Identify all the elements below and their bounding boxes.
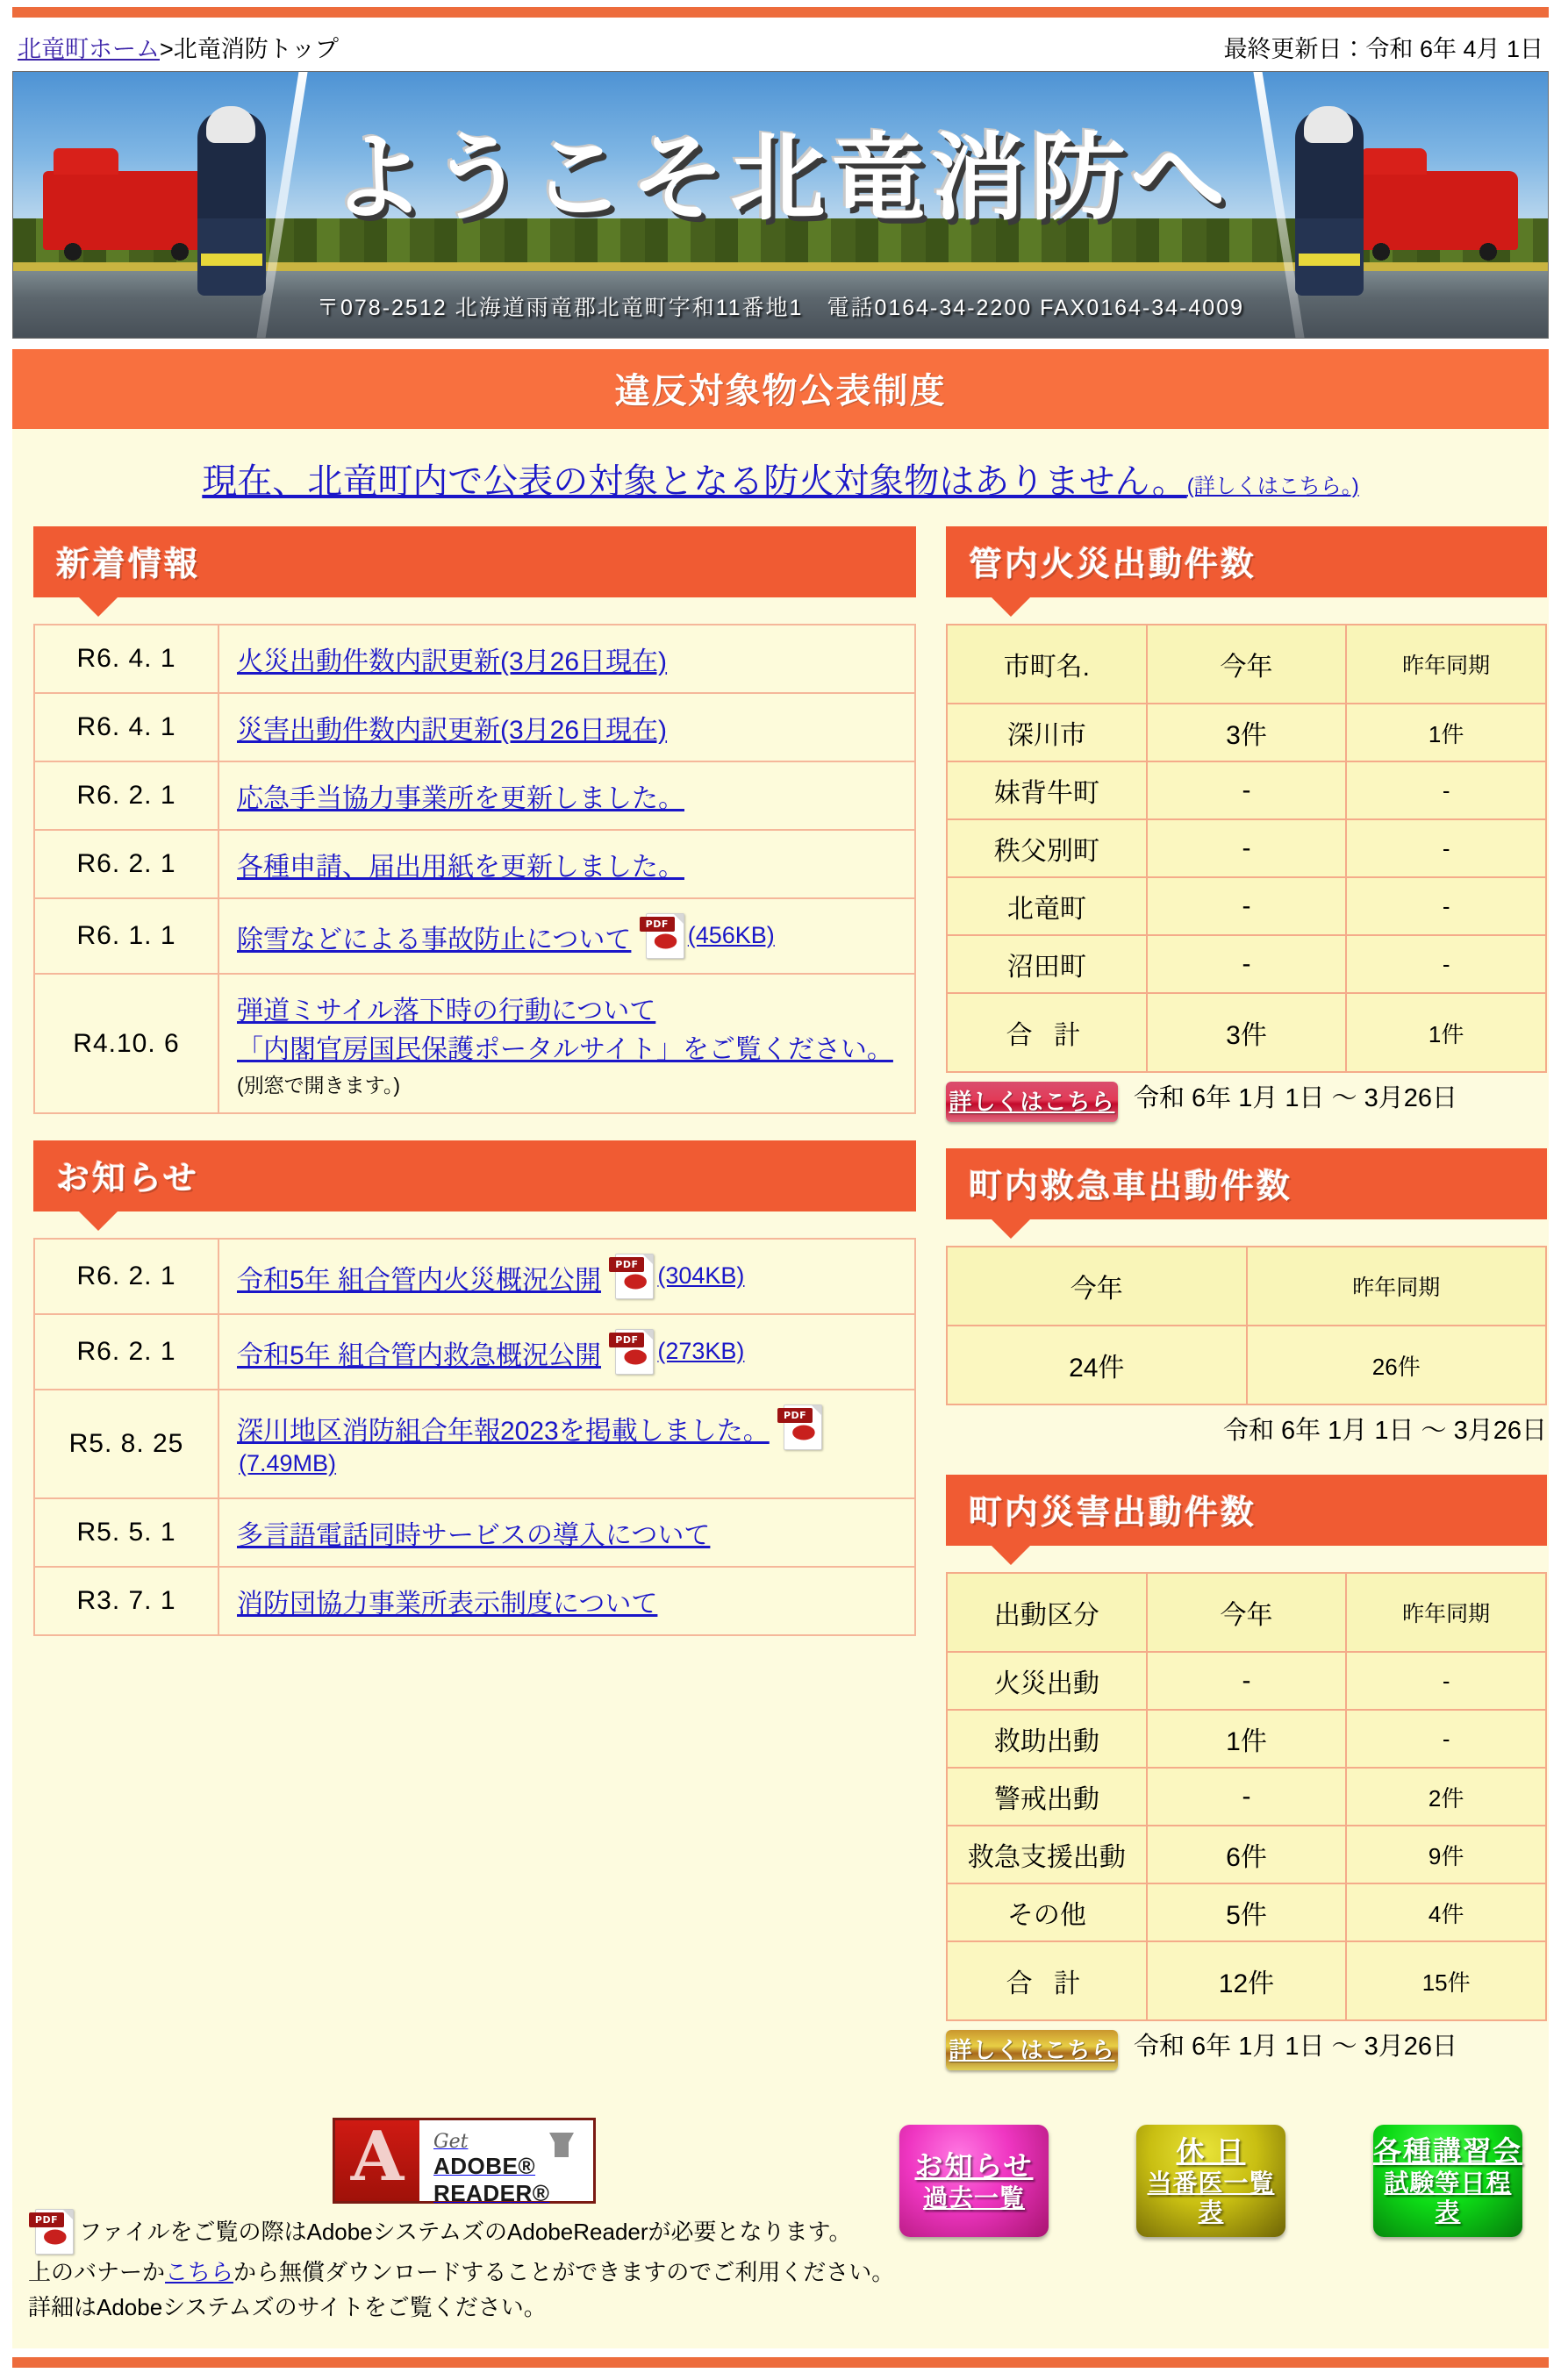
notices-table (33, 1238, 916, 1636)
table-row (34, 830, 915, 898)
disaster-col-last-year: 昨年同期 (1346, 1573, 1546, 1652)
notice-body (218, 1567, 915, 1635)
table-row (947, 1826, 1546, 1883)
fire-row-name: 深川市 (947, 704, 1147, 761)
disaster-stats-detail-button[interactable]: 詳しくはこちら (946, 2030, 1118, 2070)
breadcrumb-current: 北竜消防トップ (173, 36, 339, 62)
disaster-row-this-year: - (1147, 1652, 1347, 1710)
fire-row-name: 秩父別町 (947, 819, 1147, 877)
disaster-stats-period: 令和 6年 1月 1日 ～ 3月26日 (1134, 2033, 1458, 2062)
breadcrumb-row (0, 18, 1561, 71)
fire-total-last-year: 1件 (1346, 993, 1546, 1072)
disaster-row-this-year: - (1147, 1768, 1347, 1826)
ambulance-value-this-year: 24件 (947, 1326, 1247, 1404)
disaster-row-name: 警戒出動 (947, 1768, 1147, 1826)
notice-body (218, 1239, 915, 1314)
news-link[interactable]: 災害出動件数内訳更新(3月26日現在) (237, 716, 668, 745)
notice-date: R5. 5. 1 (34, 1498, 218, 1567)
notices-section-heading: お知らせ (33, 1140, 916, 1211)
fire-row-this-year: 3件 (1147, 704, 1347, 761)
fire-row-name: 妹背牛町 (947, 761, 1147, 819)
news-date: R4.10. 6 (34, 974, 218, 1113)
table-row (34, 974, 915, 1113)
training-schedule-button-line2: 試験等日程表 (1384, 2169, 1512, 2226)
table-row (947, 1883, 1546, 1941)
fire-stats-section (946, 526, 1547, 1122)
fire-stats-detail-button[interactable]: 詳しくはこちら (946, 1082, 1118, 1122)
fire-row-this-year: - (1147, 877, 1347, 935)
past-notices-button-line2: 過去一覧 (922, 2183, 1025, 2212)
right-column (946, 526, 1547, 2097)
news-section-heading: 新着情報 (33, 526, 916, 597)
news-link[interactable]: 火災出動件数内訳更新(3月26日現在) (237, 647, 668, 676)
fire-stats-table (946, 624, 1547, 1073)
notice-date: R6. 2. 1 (34, 1239, 218, 1314)
table-row (34, 1390, 915, 1498)
notices-section (33, 1140, 916, 1636)
disaster-stats-section (946, 1475, 1547, 2070)
table-row (947, 1768, 1546, 1826)
two-column-layout (12, 526, 1549, 2097)
pdf-icon: PDF ⬬ (646, 913, 684, 959)
holiday-doctor-button-line2: 当番医一覧表 (1147, 2169, 1275, 2226)
disaster-row-last-year: 4件 (1346, 1883, 1546, 1941)
past-notices-button[interactable] (899, 2125, 1049, 2237)
news-body (218, 693, 915, 761)
violation-main-link[interactable]: 現在、北竜町内で公表の対象となる防火対象物はありません。 (202, 462, 1187, 501)
hero-banner (12, 71, 1549, 339)
ambulance-stats-section (946, 1148, 1547, 1448)
notice-link[interactable]: 令和5年 組合管内火災概況公開 (237, 1266, 602, 1295)
left-column (33, 526, 916, 1662)
table-row (947, 1710, 1546, 1768)
ambulance-stats-heading: 町内救急車出動件数 (946, 1148, 1547, 1219)
breadcrumb-home-link[interactable]: 北竜町ホーム (18, 36, 160, 62)
adobe-note-line-3: 詳細はAdobeシステムズのサイトをご覧ください。 (28, 2294, 547, 2321)
disaster-stats-body (946, 1572, 1547, 2070)
table-total-row (947, 1941, 1546, 2020)
news-link[interactable]: 各種申請、届出用紙を更新しました。 (237, 853, 684, 882)
table-header-row (947, 625, 1546, 704)
table-row (947, 1652, 1546, 1710)
ambulance-value-last-year: 26件 (1247, 1326, 1547, 1404)
table-row (947, 935, 1546, 993)
fire-row-last-year: - (1346, 761, 1546, 819)
notices-section-body (33, 1238, 916, 1636)
disaster-row-name: その他 (947, 1883, 1147, 1941)
notice-link[interactable]: 深川地区消防組合年報2023を掲載しました。 (237, 1417, 770, 1446)
disaster-col-category: 出動区分 (947, 1573, 1147, 1652)
fire-row-last-year: - (1346, 877, 1546, 935)
breadcrumb-separator: > (160, 36, 174, 62)
disaster-stats-table (946, 1572, 1547, 2021)
table-row (34, 1498, 915, 1567)
fire-row-last-year: 1件 (1346, 704, 1546, 761)
pdf-icon: PDF ⬬ (615, 1254, 654, 1299)
disaster-col-this-year: 今年 (1147, 1573, 1347, 1652)
ambulance-stats-table (946, 1246, 1547, 1405)
disaster-row-this-year: 5件 (1147, 1883, 1347, 1941)
table-row (947, 819, 1546, 877)
adobe-note-text-1: ファイルをご覧の際はAdobeシステムズのAdobeReaderが必要となります。 (79, 2218, 852, 2245)
disaster-row-name: 救助出動 (947, 1710, 1147, 1768)
get-adobe-reader-banner[interactable] (333, 2118, 596, 2207)
disaster-total-label: 合 計 (947, 1941, 1147, 2020)
adobe-note (12, 2209, 916, 2326)
adobe-download-link[interactable]: こちら (165, 2259, 234, 2286)
table-row (947, 877, 1546, 935)
disaster-stats-footer (946, 2030, 1547, 2070)
news-section (33, 526, 916, 1114)
hero-title: ようこそ北竜消防へ (330, 124, 1231, 233)
fire-stats-body (946, 624, 1547, 1122)
adobe-note-line-2 (28, 2255, 916, 2290)
news-date: R6. 2. 1 (34, 830, 218, 898)
ambulance-col-this-year: 今年 (947, 1247, 1247, 1326)
adobe-banner-text (419, 2120, 593, 2207)
past-notices-button-line1: お知らせ (914, 2149, 1034, 2182)
table-row (34, 761, 915, 830)
news-link-secondary[interactable]: 「内閣官房国民保護ポータルサイト」をご覧ください。 (237, 1035, 893, 1064)
notice-link[interactable]: 消防団協力事業所表示制度について (237, 1590, 658, 1619)
table-row (34, 1567, 915, 1635)
adobe-note-text-2a: 上のバナーか (28, 2259, 166, 2286)
fire-total-this-year: 3件 (1147, 993, 1347, 1072)
news-section-body (33, 624, 916, 1114)
table-row (947, 1326, 1546, 1404)
table-row (947, 761, 1546, 819)
disaster-total-last-year: 15件 (1346, 1941, 1546, 2020)
holiday-doctor-button[interactable] (1136, 2125, 1285, 2237)
disaster-row-last-year: 2件 (1346, 1768, 1546, 1826)
disaster-row-name: 火災出動 (947, 1652, 1147, 1710)
fire-stats-heading: 管内火災出動件数 (946, 526, 1547, 597)
footer-button-row (899, 2125, 1522, 2237)
adobe-get-label: Get (433, 2131, 469, 2154)
violation-notice (12, 429, 1549, 526)
fire-row-name: 沼田町 (947, 935, 1147, 993)
table-row (947, 704, 1546, 761)
disaster-stats-heading: 町内災害出動件数 (946, 1475, 1547, 1546)
fire-row-last-year: - (1346, 935, 1546, 993)
disaster-row-this-year: 6件 (1147, 1826, 1347, 1883)
footer (12, 2102, 1549, 2348)
top-accent-rule (12, 7, 1549, 18)
adobe-note-text-2b: から無償ダウンロードすることができますのでご利用ください。 (233, 2259, 895, 2286)
news-date: R6. 1. 1 (34, 898, 218, 974)
ambulance-col-last-year: 昨年同期 (1247, 1247, 1547, 1326)
disaster-row-last-year: - (1346, 1652, 1546, 1710)
disaster-row-last-year: 9件 (1346, 1826, 1546, 1883)
fire-col-this-year: 今年 (1147, 625, 1347, 704)
ambulance-stats-period: 令和 6年 1月 1日 ～ 3月26日 (1222, 1417, 1547, 1445)
fire-col-last-year: 昨年同期 (1346, 625, 1546, 704)
fire-total-label: 合 計 (947, 993, 1147, 1072)
notice-body (218, 1498, 915, 1567)
pdf-size-link[interactable]: (456KB) (687, 922, 775, 948)
table-row (34, 625, 915, 693)
download-arrow-icon (549, 2133, 574, 2155)
news-link[interactable]: 除雪などによる事故防止について (237, 926, 632, 954)
pdf-icon: PDF ⬬ (35, 2209, 74, 2255)
table-total-row (947, 993, 1546, 1072)
news-date: R6. 2. 1 (34, 761, 218, 830)
training-schedule-button[interactable] (1373, 2125, 1522, 2237)
table-header-row (947, 1247, 1546, 1326)
news-date: R6. 4. 1 (34, 693, 218, 761)
breadcrumb (18, 30, 339, 64)
ambulance-stats-body (946, 1246, 1547, 1448)
news-note: (別窓で開きます。) (237, 1074, 400, 1097)
violation-detail-link[interactable]: (詳しくはこちら。) (1186, 475, 1359, 498)
table-row (34, 1239, 915, 1314)
pdf-size-link[interactable]: (7.49MB) (239, 1450, 337, 1476)
notice-date: R5. 8. 25 (34, 1390, 218, 1498)
fire-row-this-year: - (1147, 819, 1347, 877)
adobe-logo-icon (335, 2120, 419, 2201)
training-schedule-button-line1: 各種講習会 (1373, 2135, 1523, 2168)
fire-row-this-year: - (1147, 761, 1347, 819)
pdf-icon: PDF ⬬ (615, 1329, 654, 1375)
fire-stats-period: 令和 6年 1月 1日 ～ 3月26日 (1134, 1084, 1458, 1112)
last-updated-label: 最終更新日：令和 6年 4月 1日 (1223, 36, 1543, 62)
disaster-total-this-year: 12件 (1147, 1941, 1347, 2020)
news-body (218, 625, 915, 693)
table-row (34, 693, 915, 761)
news-body (218, 830, 915, 898)
fire-row-this-year: - (1147, 935, 1347, 993)
pdf-size-link[interactable]: (273KB) (657, 1338, 745, 1364)
disaster-row-this-year: 1件 (1147, 1710, 1347, 1768)
news-link[interactable]: 応急手当協力事業所を更新しました。 (237, 784, 684, 813)
news-body (218, 761, 915, 830)
adobe-area (12, 2118, 916, 2326)
notice-link[interactable]: 令和5年 組合管内救急概況公開 (237, 1341, 602, 1370)
table-header-row (947, 1573, 1546, 1652)
table-row (34, 898, 915, 974)
notice-body (218, 1390, 915, 1498)
fire-stats-footer (946, 1082, 1547, 1122)
fire-col-name: 市町名. (947, 625, 1147, 704)
news-date: R6. 4. 1 (34, 625, 218, 693)
news-link[interactable]: 弾道ミサイル落下時の行動について (237, 997, 656, 1026)
adobe-name-label: ADOBE® READER® (433, 2153, 550, 2207)
notice-body (218, 1314, 915, 1390)
page-root (0, 7, 1561, 2368)
news-body (218, 898, 915, 974)
pdf-icon: PDF ⬬ (784, 1404, 822, 1450)
pdf-size-link[interactable]: (304KB) (657, 1262, 745, 1289)
violation-band-title: 違反対象物公表制度 (12, 349, 1549, 429)
fire-row-last-year: - (1346, 819, 1546, 877)
main-content-area (12, 429, 1549, 2102)
news-table (33, 624, 916, 1114)
notice-link[interactable]: 多言語電話同時サービスの導入について (237, 1521, 711, 1550)
holiday-doctor-button-line1: 休 日 (1176, 2135, 1246, 2168)
table-row (34, 1314, 915, 1390)
fire-row-name: 北竜町 (947, 877, 1147, 935)
disaster-row-name: 救急支援出動 (947, 1826, 1147, 1883)
notice-date: R3. 7. 1 (34, 1567, 218, 1635)
disaster-row-last-year: - (1346, 1710, 1546, 1768)
adobe-note-line-1 (28, 2209, 916, 2255)
notice-date: R6. 2. 1 (34, 1314, 218, 1390)
hero-address: 〒078-2512 北海道雨竜郡北竜町字和11番地1 電話0164-34-2200 FAX0164-34-4009 (316, 296, 1245, 320)
news-body (218, 974, 915, 1113)
bottom-accent-rule (12, 2357, 1549, 2368)
